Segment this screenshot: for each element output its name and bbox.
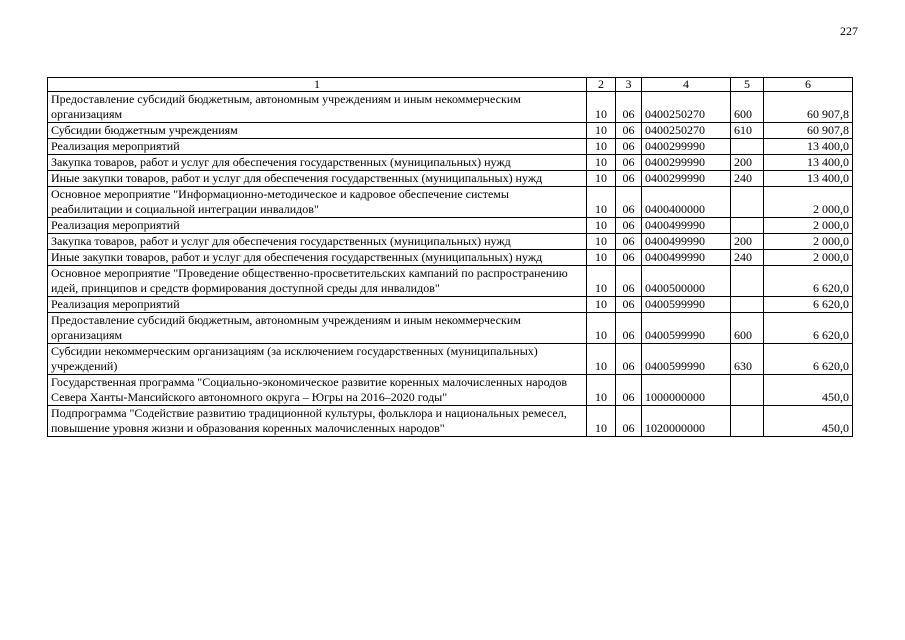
cell-expense-type (731, 139, 764, 155)
table-row (48, 375, 853, 406)
cell-name: Субсидии бюджетным учреждениям (48, 123, 587, 139)
cell-target-article: 0400499990 (642, 250, 731, 266)
cell-target-article: 1020000000 (642, 406, 731, 437)
cell-subsection: 06 (616, 123, 642, 139)
cell-amount: 2 000,0 (764, 218, 853, 234)
cell-subsection: 06 (616, 406, 642, 437)
cell-section: 10 (587, 155, 616, 171)
cell-section: 10 (587, 344, 616, 375)
cell-section: 10 (587, 406, 616, 437)
cell-section: 10 (587, 218, 616, 234)
cell-expense-type (731, 375, 764, 406)
cell-name: Подпрограмма "Содействие развитию традиционной культуры, фольклора и национальных ремесел, повышение уровня жизни и образования коренных малочисленных народов" (48, 406, 587, 437)
cell-subsection: 06 (616, 187, 642, 218)
cell-target-article: 0400299990 (642, 139, 731, 155)
cell-subsection: 06 (616, 92, 642, 123)
table-row (48, 344, 853, 375)
cell-target-article: 0400500000 (642, 266, 731, 297)
cell-amount: 2 000,0 (764, 187, 853, 218)
cell-target-article: 0400599990 (642, 313, 731, 344)
cell-expense-type: 630 (731, 344, 764, 375)
cell-amount: 6 620,0 (764, 266, 853, 297)
cell-target-article: 0400400000 (642, 187, 731, 218)
cell-amount: 2 000,0 (764, 234, 853, 250)
cell-name: Государственная программа "Социально-экономическое развитие коренных малочисленных народов Севера Ханты-Мансийского автономного округа – Югры на 2016–2020 годы" (48, 375, 587, 406)
cell-target-article: 0400299990 (642, 171, 731, 187)
header-cell-expense-type: 5 (731, 78, 764, 92)
cell-subsection: 06 (616, 171, 642, 187)
cell-name: Иные закупки товаров, работ и услуг для обеспечения государственных (муниципальных) нужд (48, 171, 587, 187)
cell-name: Предоставление субсидий бюджетным, автономным учреждениям и иным некоммерческим организациям (48, 313, 587, 344)
table-row (48, 218, 853, 234)
cell-subsection: 06 (616, 266, 642, 297)
cell-section: 10 (587, 313, 616, 344)
cell-subsection: 06 (616, 139, 642, 155)
cell-expense-type: 240 (731, 171, 764, 187)
cell-name: Закупка товаров, работ и услуг для обеспечения государственных (муниципальных) нужд (48, 155, 587, 171)
table-row (48, 139, 853, 155)
cell-expense-type (731, 406, 764, 437)
cell-name: Предоставление субсидий бюджетным, автономным учреждениям и иным некоммерческим организациям (48, 92, 587, 123)
cell-target-article: 1000000000 (642, 375, 731, 406)
cell-amount: 13 400,0 (764, 155, 853, 171)
cell-expense-type: 600 (731, 313, 764, 344)
cell-section: 10 (587, 250, 616, 266)
header-row (48, 78, 853, 92)
cell-section: 10 (587, 187, 616, 218)
cell-target-article: 0400499990 (642, 218, 731, 234)
cell-name: Основное мероприятие "Проведение общественно-просветительских кампаний по распространению идей, принципов и средств формирования доступной среды для инвалидов" (48, 266, 587, 297)
budget-table (47, 77, 853, 437)
cell-expense-type: 200 (731, 234, 764, 250)
cell-amount: 13 400,0 (764, 139, 853, 155)
table-row (48, 92, 853, 123)
cell-expense-type: 200 (731, 155, 764, 171)
cell-section: 10 (587, 171, 616, 187)
cell-amount: 6 620,0 (764, 313, 853, 344)
header-cell-section: 2 (587, 78, 616, 92)
cell-expense-type (731, 218, 764, 234)
table-row (48, 155, 853, 171)
cell-subsection: 06 (616, 218, 642, 234)
cell-expense-type: 600 (731, 92, 764, 123)
header-cell-amount: 6 (764, 78, 853, 92)
cell-expense-type (731, 297, 764, 313)
cell-section: 10 (587, 92, 616, 123)
header-cell-subsection: 3 (616, 78, 642, 92)
cell-target-article: 0400299990 (642, 155, 731, 171)
cell-target-article: 0400599990 (642, 297, 731, 313)
cell-name: Иные закупки товаров, работ и услуг для обеспечения государственных (муниципальных) нужд (48, 250, 587, 266)
cell-name: Реализация мероприятий (48, 218, 587, 234)
cell-amount: 2 000,0 (764, 250, 853, 266)
cell-name: Основное мероприятие "Информационно-методическое и кадровое обеспечение системы реабилитации и социальной интеграции инвалидов" (48, 187, 587, 218)
cell-section: 10 (587, 297, 616, 313)
cell-section: 10 (587, 123, 616, 139)
cell-target-article: 0400499990 (642, 234, 731, 250)
table-row (48, 123, 853, 139)
cell-subsection: 06 (616, 250, 642, 266)
cell-subsection: 06 (616, 234, 642, 250)
page-number: 227 (840, 24, 858, 38)
cell-expense-type: 610 (731, 123, 764, 139)
cell-target-article: 0400599990 (642, 344, 731, 375)
cell-subsection: 06 (616, 155, 642, 171)
cell-amount: 450,0 (764, 406, 853, 437)
header-cell-target-article: 4 (642, 78, 731, 92)
table-body (48, 92, 853, 437)
cell-section: 10 (587, 266, 616, 297)
table-row (48, 234, 853, 250)
cell-subsection: 06 (616, 344, 642, 375)
cell-name: Реализация мероприятий (48, 139, 587, 155)
table-row (48, 297, 853, 313)
cell-subsection: 06 (616, 297, 642, 313)
cell-section: 10 (587, 139, 616, 155)
cell-amount: 60 907,8 (764, 92, 853, 123)
table-row (48, 406, 853, 437)
table-row (48, 171, 853, 187)
cell-expense-type (731, 187, 764, 218)
cell-amount: 6 620,0 (764, 344, 853, 375)
cell-expense-type: 240 (731, 250, 764, 266)
cell-amount: 60 907,8 (764, 123, 853, 139)
table-row (48, 187, 853, 218)
table-row (48, 250, 853, 266)
cell-section: 10 (587, 375, 616, 406)
cell-target-article: 0400250270 (642, 92, 731, 123)
cell-amount: 13 400,0 (764, 171, 853, 187)
cell-name: Закупка товаров, работ и услуг для обеспечения государственных (муниципальных) нужд (48, 234, 587, 250)
table-row (48, 313, 853, 344)
cell-name: Реализация мероприятий (48, 297, 587, 313)
cell-name: Субсидии некоммерческим организациям (за исключением государственных (муниципальных) учреждений) (48, 344, 587, 375)
cell-expense-type (731, 266, 764, 297)
cell-amount: 6 620,0 (764, 297, 853, 313)
cell-subsection: 06 (616, 313, 642, 344)
cell-amount: 450,0 (764, 375, 853, 406)
cell-subsection: 06 (616, 375, 642, 406)
table-row (48, 266, 853, 297)
header-cell-name: 1 (48, 78, 587, 92)
cell-target-article: 0400250270 (642, 123, 731, 139)
cell-section: 10 (587, 234, 616, 250)
